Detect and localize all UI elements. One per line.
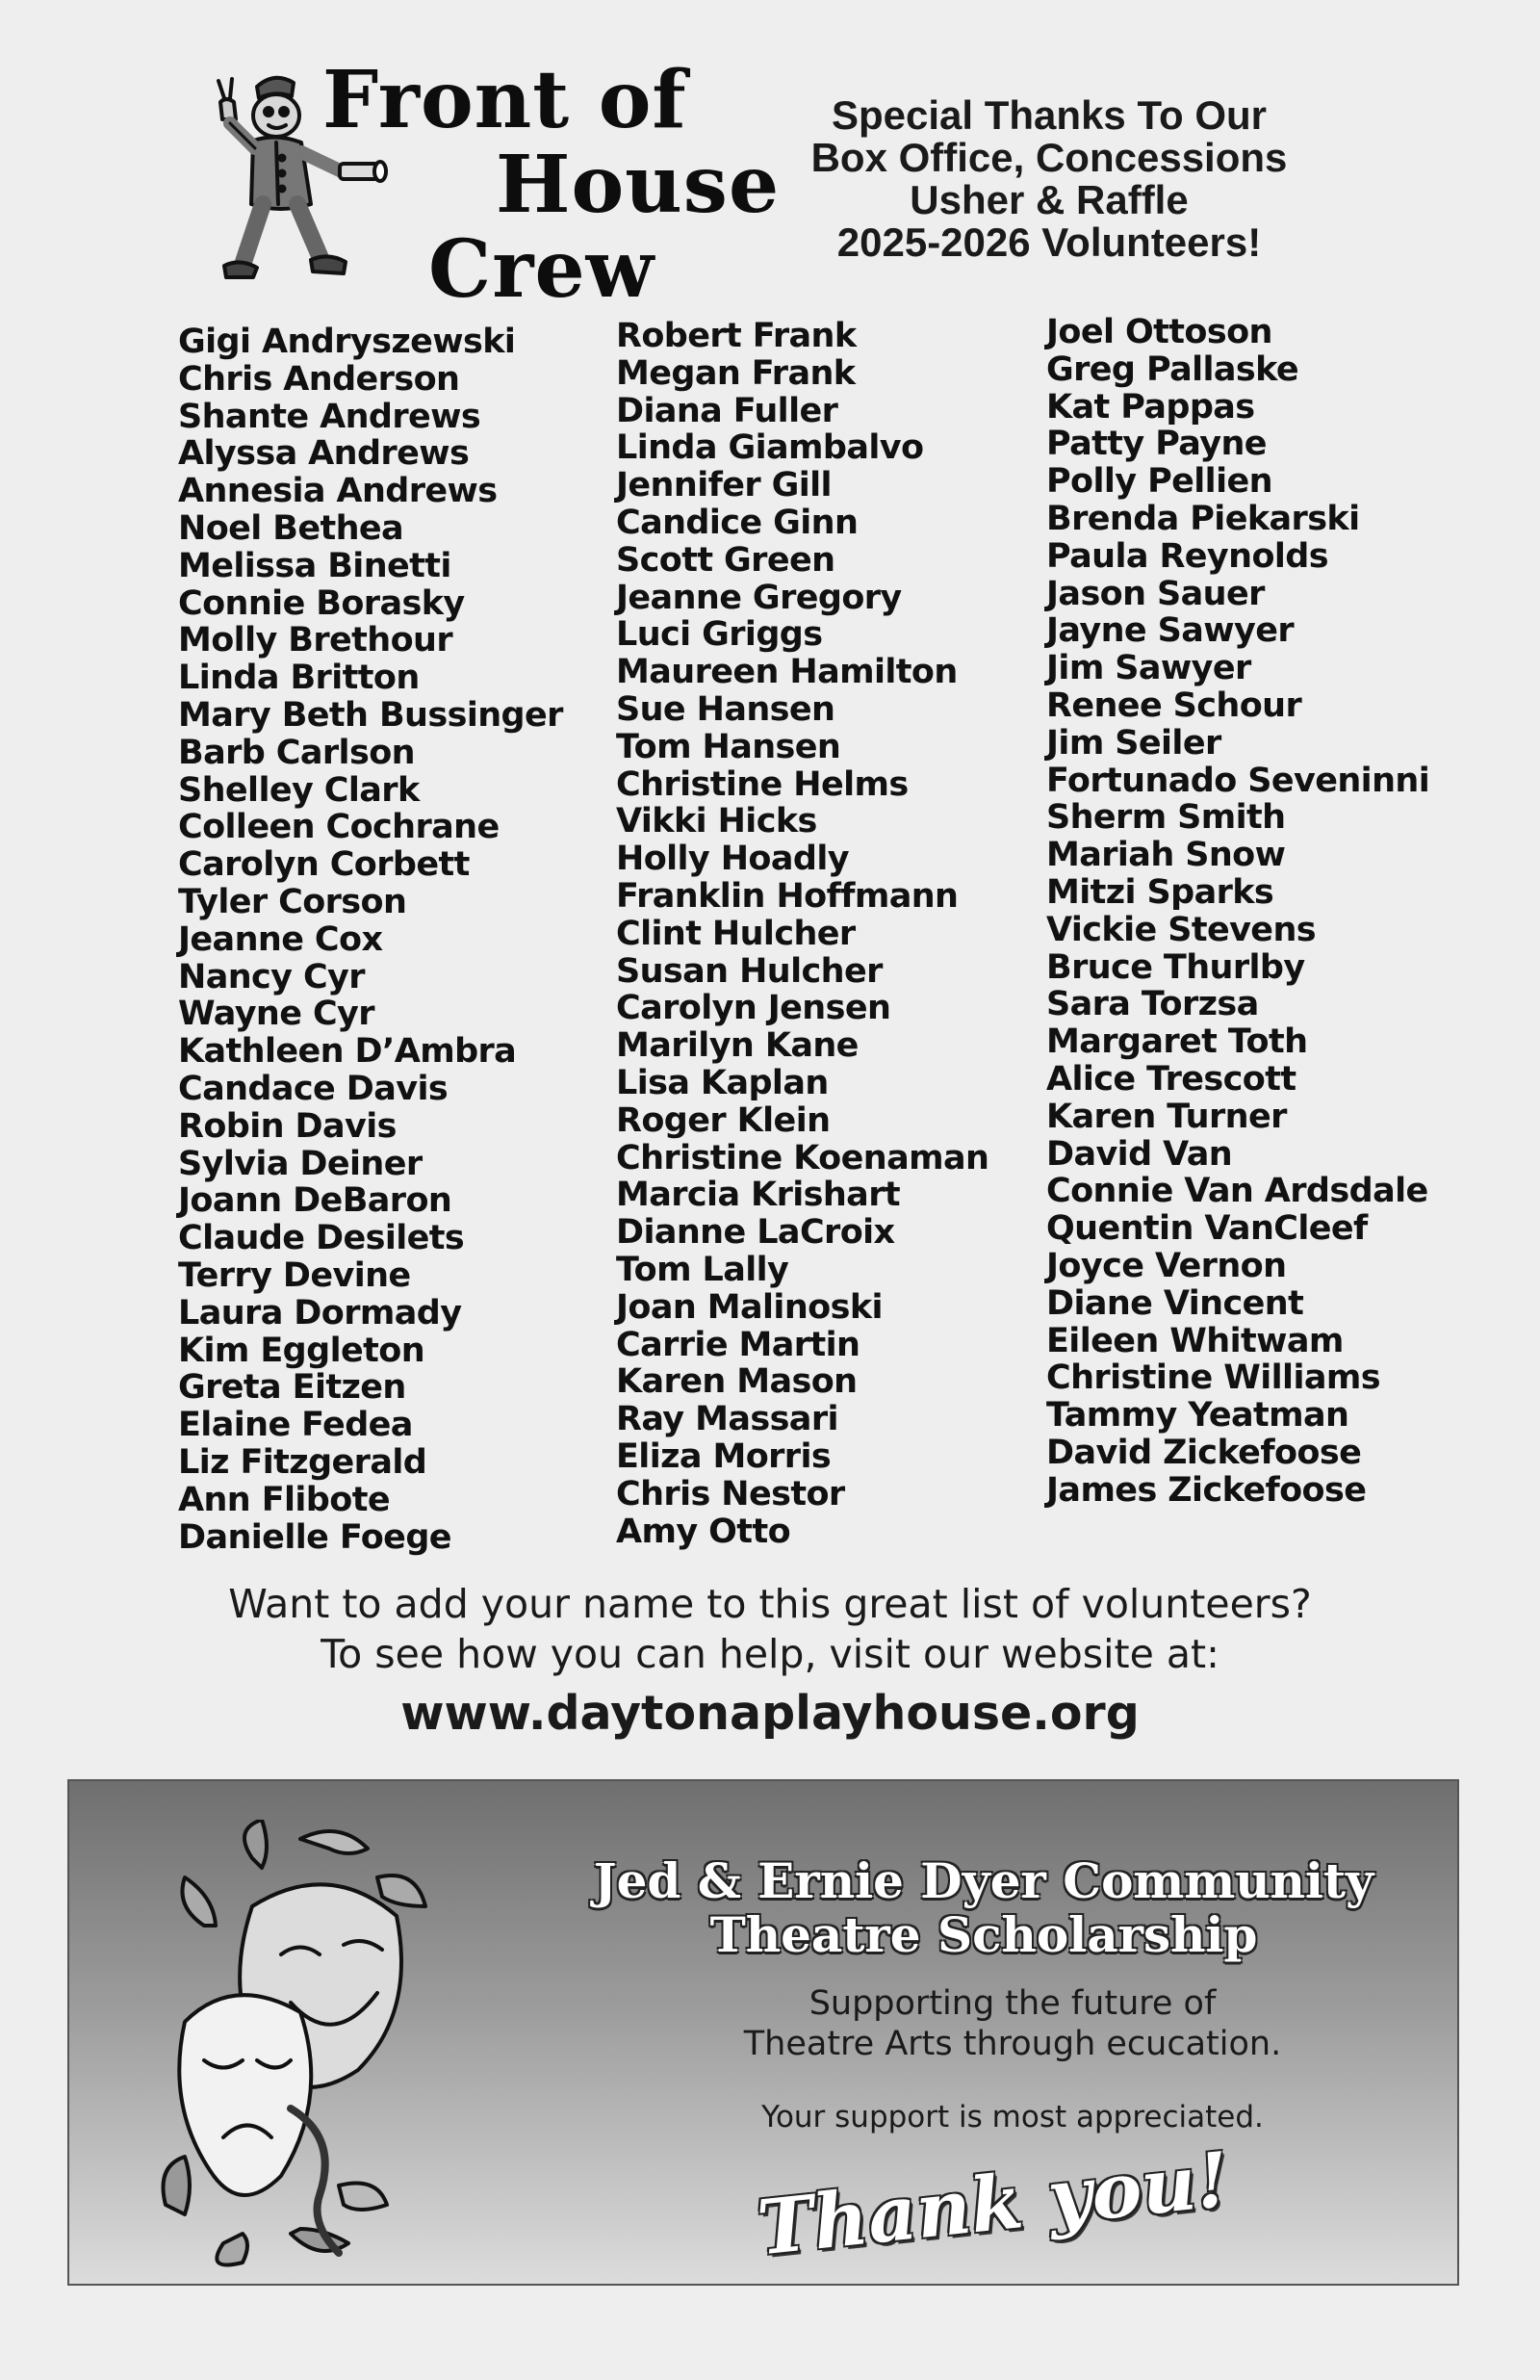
volunteer-name: Maureen Hamilton [616,653,958,692]
crew-title-line: House [496,139,781,231]
volunteer-name: Jeanne Cox [178,919,383,959]
thanks-line: Special Thanks To Our [832,92,1267,138]
volunteer-name: Chris Nestor [616,1474,845,1513]
volunteer-name: Melissa Binetti [178,546,451,585]
volunteer-name: Marcia Krishart [616,1176,900,1215]
thanks-line: Usher & Raffle [910,177,1189,222]
volunteer-name: Christine Koenaman [616,1138,989,1177]
volunteer-name: Robin Davis [178,1106,397,1146]
volunteer-name: Christine Helms [616,764,909,804]
volunteer-name: Candice Ginn [616,503,859,542]
volunteer-name: Shelley Clark [178,770,420,810]
support-line: Supporting the future of [808,1984,1217,2023]
volunteer-name: Alice Trescott [1046,1059,1296,1099]
volunteer-name: Colleen Cochrane [178,808,500,847]
volunteer-name: Nancy Cyr [178,957,365,996]
volunteer-name: Claude Desilets [178,1219,465,1258]
volunteer-name: Christine Williams [1046,1358,1380,1398]
volunteer-name: Greg Pallaske [1046,349,1299,389]
volunteer-name: Roger Klein [616,1100,831,1140]
volunteer-name: Mary Beth Bussinger [178,695,563,735]
scholarship-description [570,1983,1455,2064]
volunteer-name: Joel Ottoson [1046,313,1272,351]
volunteer-name: Luci Griggs [616,615,823,655]
crew-title-line: Crew [428,223,655,316]
scholarship-title [522,1854,1446,1962]
volunteer-column-1 [178,323,563,1556]
volunteer-name: Carolyn Jensen [616,989,891,1028]
crew-title-line: Front of [322,54,687,146]
volunteer-name: David Zickefoose [1046,1433,1362,1472]
volunteer-name: Paula Reynolds [1046,536,1328,576]
header [0,0,1540,316]
volunteer-name: Megan Frank [616,353,856,393]
volunteer-name: Wayne Cyr [178,995,374,1034]
volunteer-name: Polly Pellien [1046,462,1272,502]
volunteer-name: Diane Vincent [1046,1283,1304,1323]
volunteer-name: Tom Hansen [616,727,841,766]
volunteer-name: Vickie Stevens [1046,910,1316,949]
website-link[interactable]: www.daytonaplayhouse.org [400,1686,1140,1741]
volunteer-name: Tyler Corson [178,882,407,921]
volunteer-name: David Van [1046,1134,1233,1174]
volunteer-name: Lisa Kaplan [616,1063,829,1102]
volunteer-name: Liz Fitzgerald [178,1442,427,1482]
volunteer-call-to-action [0,1579,1540,1745]
cta-line-2: To see how you can help, visit our website at: [321,1631,1219,1677]
volunteer-name: Sylvia Deiner [178,1144,423,1183]
volunteer-name: Eliza Morris [616,1436,832,1476]
volunteer-name: Tammy Yeatman [1046,1396,1349,1436]
thanks-line: Box Office, Concessions [810,135,1288,180]
volunteer-name: Brenda Piekarski [1046,499,1360,538]
volunteer-name: Joan Malinoski [616,1287,883,1327]
volunteer-name: Patty Payne [1046,425,1267,464]
volunteer-name: Gigi Andryszewski [178,323,516,361]
volunteer-name: Mitzi Sparks [1046,872,1274,912]
volunteer-name: Marilyn Kane [616,1026,859,1066]
volunteer-name: Robert Frank [616,317,857,355]
volunteer-name: Linda Britton [178,659,420,698]
support-line: Theatre Arts through ecucation. [743,2025,1282,2063]
volunteer-name: Karen Turner [1046,1097,1287,1136]
volunteer-name: Sue Hansen [616,689,835,729]
volunteer-name: Joyce Vernon [1046,1246,1287,1285]
volunteer-column-2 [616,318,988,1550]
volunteer-name: Scott Green [616,540,835,580]
volunteer-name: Jennifer Gill [616,466,832,505]
volunteer-name: Candace Davis [178,1069,449,1108]
volunteer-name: Eileen Whitwam [1046,1321,1344,1360]
volunteer-name: Shante Andrews [178,397,481,436]
volunteer-name: Dianne LaCroix [616,1213,895,1253]
thanks-line: 2025-2026 Volunteers! [836,220,1262,265]
volunteer-name: Amy Otto [616,1512,791,1551]
volunteer-name: Alyssa Andrews [178,434,470,474]
appreciation-text: Your support is most appreciated. [761,2100,1264,2134]
volunteer-name: Jayne Sawyer [1046,611,1294,651]
theatre-masks-icon [146,1820,512,2272]
volunteer-name: Susan Hulcher [616,951,883,991]
scholarship-banner [67,1779,1459,2286]
volunteer-name: Connie Borasky [178,583,465,623]
volunteer-name: Connie Van Ardsdale [1046,1172,1428,1211]
volunteer-name: Joann DeBaron [178,1181,452,1221]
volunteer-name: Quentin VanCleef [1046,1209,1368,1249]
volunteer-column-3 [1046,314,1429,1510]
volunteer-name: Jim Sawyer [1046,649,1251,688]
volunteer-name: Chris Anderson [178,359,460,399]
volunteer-name: Sara Torzsa [1046,985,1259,1024]
volunteer-name: Terry Devine [178,1255,411,1295]
volunteer-name: Laura Dormady [178,1293,462,1332]
scholarship-title-line: Theatre Scholarship [709,1906,1258,1963]
volunteer-name: Carolyn Corbett [178,845,470,885]
volunteer-name: Molly Brethour [178,621,453,660]
volunteer-name: Diana Fuller [616,391,838,430]
volunteer-name: Noel Bethea [178,508,404,548]
front-of-house-crew-logo [322,54,781,316]
volunteer-name: Kim Eggleton [178,1331,425,1370]
volunteer-name: Jeanne Gregory [616,578,902,617]
volunteer-name: Kathleen D’Ambra [178,1032,517,1072]
volunteer-name: Karen Mason [616,1362,858,1402]
volunteer-name: Jim Seiler [1046,723,1221,763]
volunteer-name: Sherm Smith [1046,798,1286,838]
scholarship-title-line: Jed & Ernie Dyer Community [593,1852,1374,1909]
volunteer-name: James Zickefoose [1046,1470,1367,1510]
volunteer-name: Danielle Foege [178,1517,451,1557]
volunteer-name: Jason Sauer [1046,574,1265,613]
volunteer-name: Margaret Toth [1046,1022,1308,1062]
volunteer-name: Tom Lally [616,1250,789,1289]
volunteer-name: Holly Hoadly [616,840,849,879]
volunteer-name: Renee Schour [1046,686,1302,725]
volunteer-name: Ray Massari [616,1400,838,1439]
volunteer-name: Barb Carlson [178,733,415,772]
volunteer-name: Ann Flibote [178,1480,390,1519]
volunteer-name: Annesia Andrews [178,472,498,511]
volunteer-list [0,313,1540,1569]
volunteer-name: Franklin Hoffmann [616,876,959,916]
thank-you-script: Thank you! [753,2135,1234,2273]
volunteer-name: Vikki Hicks [616,802,817,841]
volunteer-name: Elaine Fedea [178,1406,413,1445]
volunteer-name: Carrie Martin [616,1325,860,1364]
volunteer-name: Linda Giambalvo [616,428,924,468]
volunteer-name: Clint Hulcher [616,914,856,953]
volunteer-name: Greta Eitzen [178,1368,406,1408]
volunteer-name: Bruce Thurlby [1046,947,1305,987]
volunteer-name: Fortunado Seveninni [1046,761,1430,800]
cta-line-1: Want to add your name to this great list of volunteers? [228,1581,1312,1627]
volunteer-name: Kat Pappas [1046,387,1255,427]
volunteer-name: Mariah Snow [1046,836,1286,875]
special-thanks-heading [780,94,1319,264]
